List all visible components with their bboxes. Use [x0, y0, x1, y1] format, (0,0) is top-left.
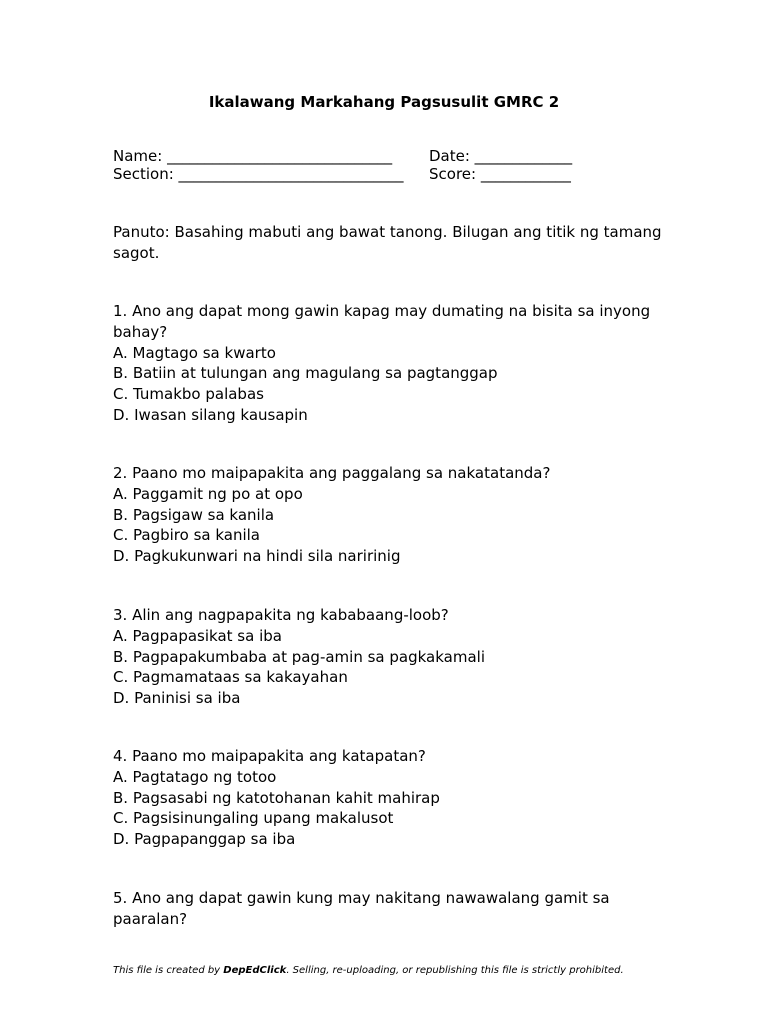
choice-a: A. Pagtatago ng totoo [113, 767, 277, 786]
question-text: 4. Paano mo maipapakita ang katapatan? [113, 747, 426, 765]
question-text: 2. Paano mo maipapakita ang paggalang sa nakatatanda? [113, 464, 551, 482]
question-3 [113, 605, 673, 709]
section-field: Section: ______________________________ [113, 165, 404, 183]
choice-a: A. Magtago sa kwarto [113, 343, 276, 362]
choice-d: D. Pagkukunwari na hindi sila naririnig [113, 547, 401, 566]
choice-c: C. Pagmamataas sa kakayahan [113, 668, 348, 687]
choice-b: B. Pagsigaw sa kanila [113, 505, 275, 524]
choice-b: B. Pagpapakumbaba at pag-amin sa pagkakamali [113, 647, 485, 666]
footer-suffix: . Selling, re-uploading, or republishing this file is strictly prohibited. [286, 965, 624, 976]
question-text: 1. Ano ang dapat mong gawin kapag may dumating na bisita sa inyong bahay? [113, 302, 651, 341]
question-4 [113, 746, 673, 850]
choice-d: D. Pagpapanggap sa iba [113, 830, 296, 849]
instructions: Panuto: Basahing mabuti ang bawat tanong. Bilugan ang titik ng tamang sagot. [113, 223, 662, 262]
name-field: Name: ______________________________ [113, 147, 393, 165]
choice-a: A. Paggamit ng po at opo [113, 484, 303, 503]
question-text: 5. Ano ang dapat gawin kung may nakitang nawawalang gamit sa paaralan? [113, 889, 610, 928]
question-5 [113, 888, 673, 930]
date-field: Date: _____________ [429, 147, 573, 165]
footer-brand: DepEdClick [223, 965, 287, 976]
choice-a: A. Pagpapasikat sa iba [113, 626, 282, 645]
copyright-footer [113, 964, 624, 978]
page-title: Ikalawang Markahang Pagsusulit GMRC 2 [208, 93, 560, 111]
question-2 [113, 463, 673, 567]
choice-b: B. Batiin at tulungan ang magulang sa pagtanggap [113, 364, 498, 383]
footer-prefix: This file is created by [113, 965, 224, 976]
question-1 [113, 301, 673, 426]
choice-d: D. Iwasan silang kausapin [113, 405, 308, 424]
choice-b: B. Pagsasabi ng katotohanan kahit mahirap [113, 788, 440, 807]
choice-c: C. Pagsisinungaling upang makalusot [113, 809, 394, 828]
choice-d: D. Paninisi sa iba [113, 689, 241, 708]
question-text: 3. Alin ang nagpapakita ng kababaang-loob? [113, 606, 449, 624]
choice-c: C. Pagbiro sa kanila [113, 526, 260, 545]
choice-c: C. Tumakbo palabas [113, 385, 264, 404]
score-field: Score: ____________ [429, 165, 571, 183]
